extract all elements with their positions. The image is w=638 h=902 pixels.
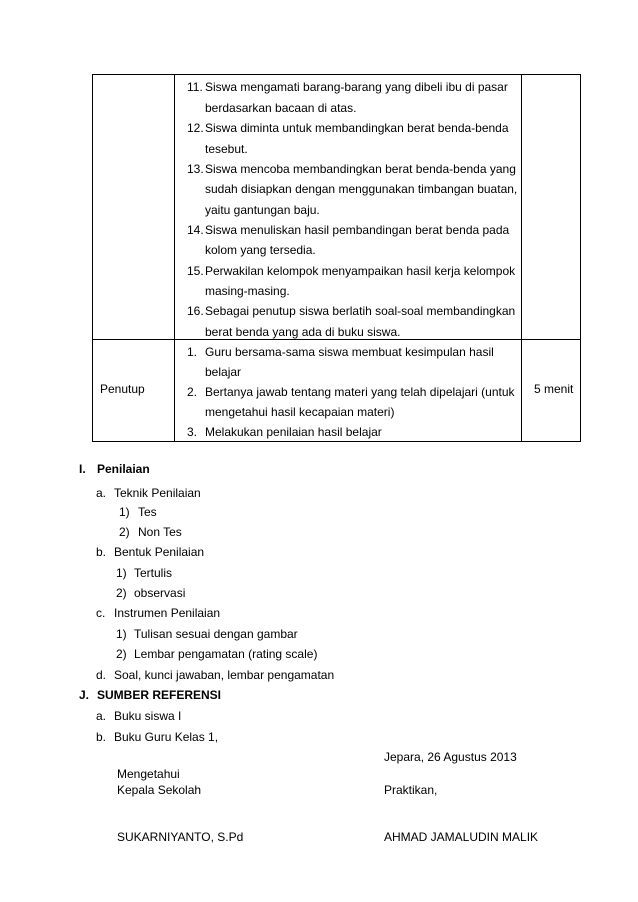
step-text: berat benda yang ada di buku siswa.	[205, 325, 401, 339]
list-marker: b.	[96, 730, 107, 744]
step-text: berdasarkan bacaan di atas.	[205, 101, 357, 115]
sub-item: Tes	[138, 505, 157, 519]
praktikan-label: Praktikan,	[384, 783, 438, 797]
step-text: Siswa mengamati barang-barang yang dibeli ibu di pasar	[205, 80, 508, 94]
step-text: kolom yang tersedia.	[205, 243, 316, 257]
sub-marker: 2)	[116, 647, 127, 661]
mengetahui-label: Mengetahui	[117, 767, 180, 781]
step-text: sudah disiapkan dengan menggunakan timbangan buatan,	[205, 182, 518, 196]
table-row-divider	[92, 339, 581, 340]
step-text: Perwakilan kelompok menyampaikan hasil kerja kelompok	[205, 264, 516, 278]
referensi-item: Buku Guru Kelas 1,	[114, 730, 219, 744]
step-number: 16.	[187, 304, 204, 318]
sub-item: observasi	[134, 586, 186, 600]
sub-item: Non Tes	[138, 525, 182, 539]
sub-marker: 1)	[116, 627, 127, 641]
table-top-border	[92, 74, 581, 75]
step-text: belajar	[205, 365, 242, 379]
step-number: 2.	[187, 385, 198, 399]
step-text: Bertanya jawab tentang materi yang telah dipelajari (untuk	[205, 385, 515, 399]
step-text: yaitu gantungan baju.	[205, 203, 320, 217]
table-col-divider-1	[174, 74, 175, 442]
sub-item: Tulisan sesuai dengan gambar	[134, 627, 298, 641]
penutup-label: Penutup	[100, 382, 145, 396]
kepala-sekolah-label: Kepala Sekolah	[117, 783, 202, 797]
sub-item: Lembar pengamatan (rating scale)	[134, 647, 318, 661]
table-left-border	[92, 74, 93, 442]
step-number: 15.	[187, 264, 204, 278]
section-marker: J.	[79, 688, 90, 702]
list-marker: c.	[96, 606, 106, 620]
step-text: Siswa diminta untuk membandingkan berat benda-benda	[205, 121, 509, 135]
section-marker: I.	[79, 462, 86, 476]
penilaian-heading: Penilaian	[97, 462, 150, 476]
step-number: 3.	[187, 425, 198, 439]
list-marker: a.	[96, 709, 107, 723]
bentuk-penilaian-label: Bentuk Penilaian	[114, 545, 205, 559]
step-text: Guru bersama-sama siswa membuat kesimpulan hasil	[205, 345, 494, 359]
sub-marker: 2)	[116, 586, 127, 600]
referensi-heading: SUMBER REFERENSI	[97, 688, 222, 702]
signatory-name-right: AHMAD JAMALUDIN MALIK	[384, 830, 539, 844]
list-marker: b.	[96, 545, 107, 559]
step-number: 13.	[187, 162, 204, 176]
step-number: 12.	[187, 121, 204, 135]
sub-marker: 2)	[119, 525, 130, 539]
table-col-divider-2	[521, 74, 522, 442]
soal-kunci-label: Soal, kunci jawaban, lembar pengamatan	[114, 668, 335, 682]
table-bottom-border	[92, 441, 581, 442]
step-number: 1.	[187, 345, 198, 359]
list-marker: d.	[96, 668, 107, 682]
step-text: Melakukan penilaian hasil belajar	[205, 425, 382, 439]
sub-marker: 1)	[119, 505, 130, 519]
instrumen-penilaian-label: Instrumen Penilaian	[114, 606, 221, 620]
step-text: tesebut.	[205, 142, 248, 156]
step-text: mengetahui hasil kecapaian materi)	[205, 405, 395, 419]
list-marker: a.	[96, 486, 107, 500]
signatory-name-left: SUKARNIYANTO, S.Pd	[117, 830, 244, 844]
step-text: Siswa menuliskan hasil pembandingan berat benda pada	[205, 223, 510, 237]
teknik-penilaian-label: Teknik Penilaian	[114, 486, 201, 500]
referensi-item: Buku siswa I	[114, 709, 182, 723]
step-number: 14.	[187, 223, 204, 237]
place-date: Jepara, 26 Agustus 2013	[384, 750, 517, 764]
penutup-time: 5 menit	[534, 382, 574, 396]
step-text: masing-masing.	[205, 284, 290, 298]
step-number: 11.	[187, 80, 203, 94]
sub-marker: 1)	[116, 566, 127, 580]
step-text: Sebagai penutup siswa berlatih soal-soal membandingkan	[205, 304, 516, 318]
sub-item: Tertulis	[134, 566, 173, 580]
table-right-border	[580, 74, 581, 442]
step-text: Siswa mencoba membandingkan berat benda-benda yang	[205, 162, 516, 176]
